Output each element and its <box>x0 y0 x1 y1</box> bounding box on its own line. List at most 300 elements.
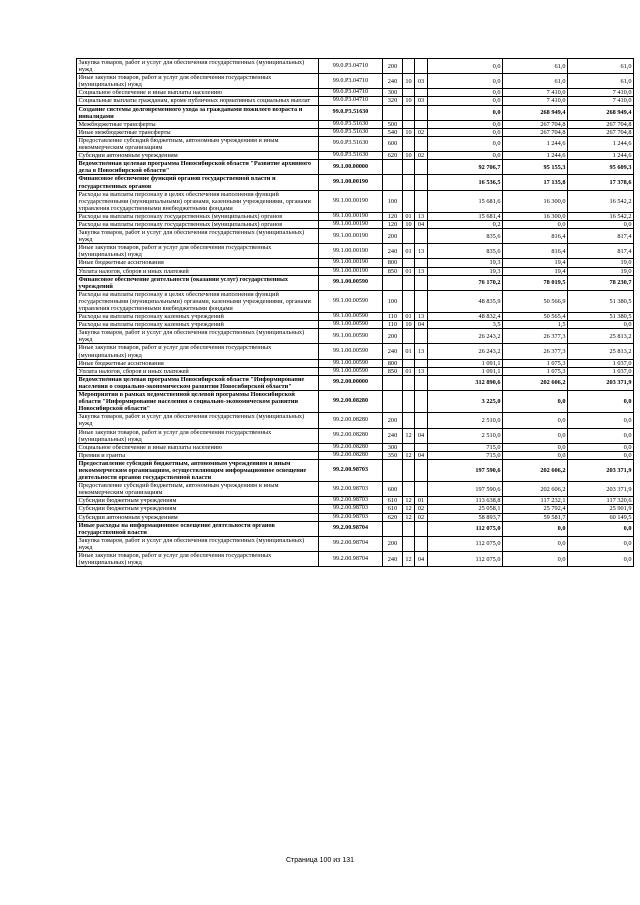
table-row <box>77 275 634 290</box>
row-code: 99.0.P3.04710 <box>319 59 383 74</box>
row-name: Иные бюджетные ассигнования <box>77 359 319 367</box>
row-expense-type: 200 <box>383 229 403 244</box>
row-name: Субсидии бюджетным учреждениям <box>77 497 319 505</box>
row-subsection: 02 <box>415 505 428 513</box>
row-amount-year-3: 0,0 <box>568 443 634 451</box>
row-code: 99.1.00.00590 <box>319 275 383 290</box>
row-section: 01 <box>403 344 415 359</box>
row-subsection <box>415 160 428 175</box>
row-code: 99.2.00.98704 <box>319 536 383 551</box>
row-code: 99.2.00.98704 <box>319 552 383 567</box>
row-amount-year-1: 0,0 <box>428 105 503 120</box>
row-amount-year-2: 26 377,3 <box>503 344 568 359</box>
row-code: 99.1.00.00590 <box>319 367 383 375</box>
row-subsection <box>415 175 428 190</box>
row-section: 10 <box>403 97 415 105</box>
row-amount-year-2: 59 581,7 <box>503 513 568 521</box>
row-expense-type: 240 <box>383 428 403 443</box>
row-expense-type: 120 <box>383 220 403 228</box>
table-row <box>77 290 634 312</box>
row-expense-type: 620 <box>383 513 403 521</box>
row-section <box>403 275 415 290</box>
row-subsection <box>415 105 428 120</box>
row-amount-year-1: 48 832,4 <box>428 313 503 321</box>
row-section <box>403 413 415 428</box>
row-section: 01 <box>403 313 415 321</box>
row-name: Предоставление субсидий бюджетным, автономным учреждениям и иным некоммерческим организациям <box>77 136 319 151</box>
table-row <box>77 497 634 505</box>
row-expense-type: 500 <box>383 120 403 128</box>
row-amount-year-2: 816,4 <box>503 244 568 259</box>
table-row <box>77 459 634 481</box>
row-subsection: 13 <box>415 267 428 275</box>
row-subsection: 13 <box>415 344 428 359</box>
row-amount-year-1: 1 091,1 <box>428 367 503 375</box>
row-expense-type: 800 <box>383 259 403 267</box>
row-expense-type: 600 <box>383 482 403 497</box>
row-subsection <box>415 136 428 151</box>
row-section: 01 <box>403 267 415 275</box>
row-section <box>403 190 415 212</box>
row-code: 99.2.00.98703 <box>319 513 383 521</box>
table-row <box>77 229 634 244</box>
budget-table-page <box>76 58 633 567</box>
row-code: 99.2.00.08280 <box>319 391 383 413</box>
row-name: Социальное обеспечение и иные выплаты населению <box>77 443 319 451</box>
table-row <box>77 313 634 321</box>
row-subsection <box>415 413 428 428</box>
row-expense-type: 240 <box>383 244 403 259</box>
row-subsection: 04 <box>415 451 428 459</box>
row-code: 99.1.00.00590 <box>319 359 383 367</box>
table-row <box>77 89 634 97</box>
row-amount-year-3: 0,0 <box>568 321 634 329</box>
row-amount-year-1: 113 638,8 <box>428 497 503 505</box>
table-row <box>77 451 634 459</box>
row-amount-year-1: 835,6 <box>428 229 503 244</box>
row-subsection <box>415 259 428 267</box>
row-amount-year-2: 0,0 <box>503 443 568 451</box>
row-section: 01 <box>403 212 415 220</box>
row-expense-type: 120 <box>383 212 403 220</box>
table-row <box>77 443 634 451</box>
row-amount-year-1: 19,3 <box>428 259 503 267</box>
row-name: Закупка товаров, работ и услуг для обеспечения государственных (муниципальных) нужд <box>77 59 319 74</box>
row-subsection: 03 <box>415 97 428 105</box>
row-amount-year-3: 0,0 <box>568 552 634 567</box>
row-amount-year-2: 50 565,4 <box>503 313 568 321</box>
row-subsection <box>415 275 428 290</box>
row-section <box>403 290 415 312</box>
row-amount-year-1: 2 510,0 <box>428 428 503 443</box>
row-name: Закупка товаров, работ и услуг для обеспечения государственных (муниципальных) нужд <box>77 229 319 244</box>
row-code: 99.2.00.08280 <box>319 451 383 459</box>
row-name: Закупка товаров, работ и услуг для обеспечения государственных (муниципальных) нужд <box>77 413 319 428</box>
row-amount-year-2: 0,0 <box>503 428 568 443</box>
row-expense-type <box>383 375 403 390</box>
table-row <box>77 97 634 105</box>
row-name: Закупка товаров, работ и услуг для обеспечения государственных (муниципальных) нужд <box>77 329 319 344</box>
table-row <box>77 136 634 151</box>
row-subsection <box>415 290 428 312</box>
row-code: 99.1.00.00190 <box>319 267 383 275</box>
row-expense-type <box>383 391 403 413</box>
row-amount-year-1: 0,0 <box>428 59 503 74</box>
row-amount-year-3: 17 378,6 <box>568 175 634 190</box>
row-section <box>403 359 415 367</box>
row-expense-type <box>383 459 403 481</box>
row-name: Предоставление субсидий бюджетным, автономным учреждениям и иным некоммерческим организациям <box>77 482 319 497</box>
row-section: 10 <box>403 321 415 329</box>
table-row <box>77 175 634 190</box>
row-subsection: 03 <box>415 74 428 89</box>
table-row <box>77 128 634 136</box>
row-code: 99.2.00.98704 <box>319 521 383 536</box>
row-section <box>403 536 415 551</box>
row-amount-year-3: 203 371,9 <box>568 459 634 481</box>
row-amount-year-3: 0,0 <box>568 220 634 228</box>
row-name: Иные закупки товаров, работ и услуг для обеспечения государственных (муниципальных) нужд <box>77 552 319 567</box>
table-row <box>77 190 634 212</box>
row-amount-year-2: 1 244,6 <box>503 136 568 151</box>
row-amount-year-2: 78 019,5 <box>503 275 568 290</box>
table-row <box>77 413 634 428</box>
row-amount-year-2: 267 704,8 <box>503 120 568 128</box>
row-amount-year-1: 58 893,7 <box>428 513 503 521</box>
row-name: Иные закупки товаров, работ и услуг для обеспечения государственных (муниципальных) нужд <box>77 344 319 359</box>
row-name: Расходы на выплаты персоналу в целях обеспечения выполнения функций государственными (муниципальными) органами, казенными учреждениями, органами управления государственными внебюджетными фондами <box>77 290 319 312</box>
row-section <box>403 482 415 497</box>
table-row <box>77 212 634 220</box>
row-amount-year-3: 95 609,3 <box>568 160 634 175</box>
row-amount-year-3: 60 149,5 <box>568 513 634 521</box>
row-amount-year-1: 0,0 <box>428 74 503 89</box>
row-expense-type: 850 <box>383 267 403 275</box>
row-amount-year-1: 15 681,6 <box>428 190 503 212</box>
row-amount-year-1: 0,0 <box>428 152 503 160</box>
row-code: 99.1.00.00590 <box>319 329 383 344</box>
row-code: 99.2.00.98703 <box>319 505 383 513</box>
row-subsection: 02 <box>415 513 428 521</box>
row-subsection: 04 <box>415 220 428 228</box>
row-amount-year-3: 0,0 <box>568 391 634 413</box>
row-amount-year-3: 203 371,9 <box>568 375 634 390</box>
row-amount-year-3: 117 320,6 <box>568 497 634 505</box>
row-name: Иные закупки товаров, работ и услуг для обеспечения государственных (муниципальных) нужд <box>77 244 319 259</box>
row-amount-year-2: 0,0 <box>503 391 568 413</box>
row-amount-year-2: 0,0 <box>503 521 568 536</box>
row-expense-type: 200 <box>383 329 403 344</box>
row-section <box>403 259 415 267</box>
row-amount-year-3: 51 380,5 <box>568 290 634 312</box>
row-amount-year-2: 7 410,0 <box>503 89 568 97</box>
table-row <box>77 428 634 443</box>
row-subsection <box>415 359 428 367</box>
row-amount-year-1: 26 243,2 <box>428 344 503 359</box>
row-subsection <box>415 59 428 74</box>
row-name: Расходы на выплаты персоналу в целях обеспечения выполнения функций государственными (муниципальными) органами, казенными учреждениями, органами управления государственными внебюджетными фондами <box>77 190 319 212</box>
row-expense-type: 100 <box>383 190 403 212</box>
table-row <box>77 267 634 275</box>
row-amount-year-2: 1 075,3 <box>503 367 568 375</box>
row-name: Финансовое обеспечение деятельности (оказания услуг) государственных учреждений <box>77 275 319 290</box>
row-name: Расходы на выплаты персоналу государственных (муниципальных) органов <box>77 212 319 220</box>
row-name: Субсидии автономным учреждениям <box>77 152 319 160</box>
row-expense-type: 540 <box>383 128 403 136</box>
row-amount-year-2: 117 232,1 <box>503 497 568 505</box>
row-amount-year-2: 7 410,0 <box>503 97 568 105</box>
row-amount-year-3: 203 371,9 <box>568 482 634 497</box>
row-section: 12 <box>403 428 415 443</box>
row-subsection: 04 <box>415 428 428 443</box>
row-subsection: 04 <box>415 552 428 567</box>
row-code: 99.1.00.00590 <box>319 290 383 312</box>
row-amount-year-1: 16 536,5 <box>428 175 503 190</box>
row-section <box>403 136 415 151</box>
row-amount-year-3: 7 410,0 <box>568 89 634 97</box>
page-footer: Страница 100 из 131 <box>285 857 355 864</box>
row-subsection <box>415 443 428 451</box>
row-code: 99.1.00.00190 <box>319 220 383 228</box>
row-code: 99.1.00.00590 <box>319 344 383 359</box>
row-name: Финансовое обеспечение функций органов государственной власти и государственных органов <box>77 175 319 190</box>
row-section <box>403 229 415 244</box>
table-row <box>77 160 634 175</box>
row-amount-year-3: 25 901,9 <box>568 505 634 513</box>
row-amount-year-3: 25 813,2 <box>568 329 634 344</box>
row-section: 12 <box>403 513 415 521</box>
row-amount-year-3: 61,0 <box>568 74 634 89</box>
row-expense-type: 850 <box>383 367 403 375</box>
row-amount-year-1: 25 058,1 <box>428 505 503 513</box>
row-subsection: 04 <box>415 321 428 329</box>
row-name: Иные расходы на информационное освещение деятельности органов государственной власти <box>77 521 319 536</box>
row-code: 99.1.00.00590 <box>319 321 383 329</box>
row-amount-year-1: 0,0 <box>428 128 503 136</box>
row-subsection: 13 <box>415 212 428 220</box>
row-amount-year-2: 95 155,3 <box>503 160 568 175</box>
table-row <box>77 259 634 267</box>
row-name: Расходы на выплаты персоналу государственных (муниципальных) органов <box>77 220 319 228</box>
row-amount-year-1: 312 890,6 <box>428 375 503 390</box>
row-amount-year-3: 19,0 <box>568 267 634 275</box>
row-code: 99.0.P3.04710 <box>319 97 383 105</box>
row-section <box>403 375 415 390</box>
row-amount-year-2: 26 377,3 <box>503 329 568 344</box>
row-code: 99.0.P3.51630 <box>319 152 383 160</box>
table-row <box>77 152 634 160</box>
row-code: 99.2.00.00000 <box>319 375 383 390</box>
row-amount-year-1: 715,0 <box>428 443 503 451</box>
row-amount-year-2: 0,0 <box>503 220 568 228</box>
row-name: Премии и гранты <box>77 451 319 459</box>
row-code: 99.0.P3.51630 <box>319 105 383 120</box>
row-expense-type: 600 <box>383 136 403 151</box>
row-code: 99.0.P3.51630 <box>319 128 383 136</box>
row-name: Иные бюджетные ассигнования <box>77 259 319 267</box>
table-row <box>77 359 634 367</box>
row-amount-year-3: 0,0 <box>568 451 634 459</box>
row-amount-year-2: 0,0 <box>503 451 568 459</box>
row-expense-type: 320 <box>383 97 403 105</box>
row-subsection <box>415 482 428 497</box>
row-expense-type: 200 <box>383 536 403 551</box>
row-amount-year-1: 48 835,9 <box>428 290 503 312</box>
row-name: Закупка товаров, работ и услуг для обеспечения государственных (муниципальных) нужд <box>77 536 319 551</box>
row-amount-year-2: 202 606,2 <box>503 459 568 481</box>
row-amount-year-2: 816,4 <box>503 229 568 244</box>
row-expense-type <box>383 275 403 290</box>
budget-table <box>76 58 634 567</box>
row-amount-year-3: 0,0 <box>568 521 634 536</box>
row-amount-year-2: 1 244,6 <box>503 152 568 160</box>
row-expense-type: 100 <box>383 290 403 312</box>
row-expense-type: 240 <box>383 74 403 89</box>
table-row <box>77 513 634 521</box>
row-name: Иные межбюджетные трансферты <box>77 128 319 136</box>
row-amount-year-2: 268 949,4 <box>503 105 568 120</box>
row-amount-year-1: 0,0 <box>428 136 503 151</box>
row-code: 99.2.00.98703 <box>319 459 383 481</box>
row-expense-type: 300 <box>383 443 403 451</box>
row-amount-year-3: 1 037,0 <box>568 367 634 375</box>
table-row <box>77 220 634 228</box>
row-expense-type: 300 <box>383 89 403 97</box>
row-amount-year-2: 267 704,8 <box>503 128 568 136</box>
row-amount-year-2: 25 792,4 <box>503 505 568 513</box>
row-amount-year-2: 19,4 <box>503 259 568 267</box>
table-row <box>77 521 634 536</box>
row-amount-year-1: 112 075,0 <box>428 552 503 567</box>
row-amount-year-1: 92 706,7 <box>428 160 503 175</box>
row-section <box>403 89 415 97</box>
row-name: Иные закупки товаров, работ и услуг для обеспечения государственных (муниципальных) нужд <box>77 428 319 443</box>
row-section: 10 <box>403 128 415 136</box>
row-code: 99.2.00.08280 <box>319 413 383 428</box>
row-subsection: 13 <box>415 313 428 321</box>
row-amount-year-2: 16 300,0 <box>503 190 568 212</box>
row-amount-year-1: 0,0 <box>428 97 503 105</box>
table-row <box>77 344 634 359</box>
row-amount-year-1: 197 590,6 <box>428 482 503 497</box>
row-section: 12 <box>403 497 415 505</box>
row-amount-year-3: 7 410,0 <box>568 97 634 105</box>
table-row <box>77 536 634 551</box>
budget-table-body <box>77 59 634 567</box>
row-amount-year-3: 267 704,8 <box>568 128 634 136</box>
row-section <box>403 175 415 190</box>
row-amount-year-3: 19,0 <box>568 259 634 267</box>
row-amount-year-1: 0,2 <box>428 220 503 228</box>
table-row <box>77 482 634 497</box>
row-amount-year-3: 1 244,6 <box>568 136 634 151</box>
row-amount-year-3: 16 542,2 <box>568 212 634 220</box>
row-code: 99.1.00.00190 <box>319 244 383 259</box>
row-subsection <box>415 190 428 212</box>
row-code: 99.1.00.00000 <box>319 160 383 175</box>
table-row <box>77 391 634 413</box>
row-code: 99.2.00.08280 <box>319 443 383 451</box>
row-code: 99.0.P3.04710 <box>319 74 383 89</box>
row-amount-year-3: 1 037,0 <box>568 359 634 367</box>
row-name: Социальные выплаты гражданам, кроме публичных нормативных социальных выплат <box>77 97 319 105</box>
row-section <box>403 391 415 413</box>
row-section <box>403 329 415 344</box>
row-section <box>403 443 415 451</box>
row-expense-type <box>383 175 403 190</box>
row-section <box>403 521 415 536</box>
row-expense-type: 620 <box>383 152 403 160</box>
row-amount-year-2: 1,5 <box>503 321 568 329</box>
table-row <box>77 552 634 567</box>
row-code: 99.1.00.00190 <box>319 175 383 190</box>
row-name: Субсидии бюджетным учреждениям <box>77 505 319 513</box>
table-row <box>77 244 634 259</box>
row-code: 99.1.00.00590 <box>319 313 383 321</box>
row-subsection: 02 <box>415 128 428 136</box>
row-name: Уплата налогов, сборов и иных платежей <box>77 267 319 275</box>
row-subsection <box>415 375 428 390</box>
row-amount-year-1: 3 225,0 <box>428 391 503 413</box>
row-amount-year-3: 61,0 <box>568 59 634 74</box>
row-section: 10 <box>403 152 415 160</box>
table-row <box>77 120 634 128</box>
row-expense-type: 240 <box>383 552 403 567</box>
row-code: 99.0.P3.51630 <box>319 136 383 151</box>
table-row <box>77 321 634 329</box>
row-subsection: 13 <box>415 244 428 259</box>
row-expense-type: 200 <box>383 413 403 428</box>
row-amount-year-1: 2 510,0 <box>428 413 503 428</box>
row-name: Ведомственная целевая программа Новосибирской области "Развитие архивного дела в Новосибирской области" <box>77 160 319 175</box>
row-amount-year-1: 26 243,2 <box>428 329 503 344</box>
row-section <box>403 459 415 481</box>
row-name: Ведомственная целевая программа Новосибирской области "Информирование населения о социально-экономическом развитии Новосибирской области" <box>77 375 319 390</box>
row-subsection <box>415 329 428 344</box>
row-amount-year-2: 202 606,2 <box>503 375 568 390</box>
row-amount-year-3: 267 704,8 <box>568 120 634 128</box>
row-amount-year-3: 817,4 <box>568 244 634 259</box>
row-amount-year-3: 0,0 <box>568 536 634 551</box>
row-code: 99.1.00.00190 <box>319 259 383 267</box>
row-amount-year-2: 61,0 <box>503 74 568 89</box>
row-subsection <box>415 120 428 128</box>
row-section: 12 <box>403 552 415 567</box>
row-amount-year-3: 268 949,4 <box>568 105 634 120</box>
row-expense-type: 200 <box>383 59 403 74</box>
row-code: 99.1.00.00190 <box>319 229 383 244</box>
table-row <box>77 329 634 344</box>
row-amount-year-1: 19,3 <box>428 267 503 275</box>
row-subsection <box>415 391 428 413</box>
row-name: Уплата налогов, сборов и иных платежей <box>77 367 319 375</box>
row-amount-year-3: 1 244,6 <box>568 152 634 160</box>
row-section: 01 <box>403 367 415 375</box>
row-subsection: 02 <box>415 152 428 160</box>
table-row <box>77 367 634 375</box>
row-name: Создание системы долговременного ухода за гражданами пожилого возраста и инвалидами <box>77 105 319 120</box>
row-section: 10 <box>403 220 415 228</box>
row-code: 99.1.00.00190 <box>319 190 383 212</box>
row-amount-year-3: 817,4 <box>568 229 634 244</box>
row-subsection <box>415 459 428 481</box>
row-code: 99.0.P3.51630 <box>319 120 383 128</box>
row-expense-type: 110 <box>383 313 403 321</box>
row-amount-year-1: 0,0 <box>428 89 503 97</box>
row-name: Иные закупки товаров, работ и услуг для обеспечения государственных (муниципальных) нужд <box>77 74 319 89</box>
row-name: Предоставление субсидий бюджетным, автономным учреждениям и иным некоммерческим организациям, осуществляющим информационное освещение деятельности органов государственной власти <box>77 459 319 481</box>
row-expense-type <box>383 521 403 536</box>
